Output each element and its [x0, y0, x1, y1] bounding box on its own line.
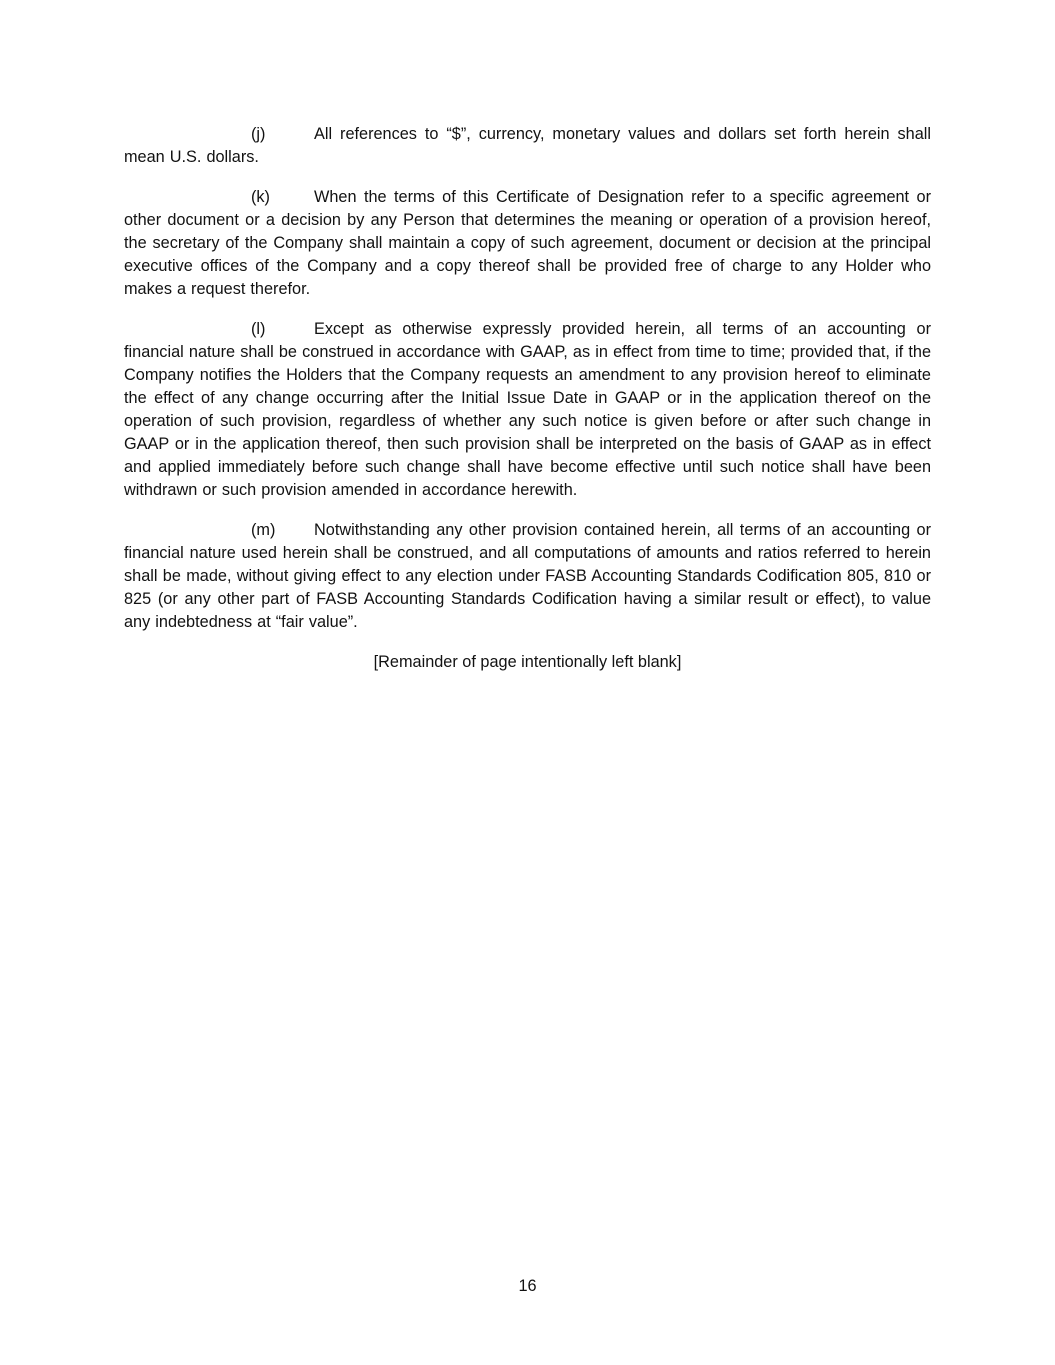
paragraph-m-text: Notwithstanding any other provision contained herein, all terms of an accounting or financial nature used herein shall be construed, and all computations of amounts and ratios referred to herein shall be made, without giving effect to any election under FASB Accounting Standards Codification 805, 810 or 825 (or any other part of FASB Accounting Standards Codification having a similar result or effect), to value any indebtedness at “fair value”.	[124, 521, 931, 631]
page-number: 16	[518, 1277, 537, 1295]
remainder-of-page-note: [Remainder of page intentionally left blank]	[373, 653, 682, 671]
paragraph-m-label: (m)	[251, 521, 276, 539]
document-body	[124, 123, 931, 674]
paragraph-k-label: (k)	[251, 188, 270, 206]
paragraph-k	[124, 186, 931, 301]
paragraph-k-text: When the terms of this Certificate of Designation refer to a specific agreement or other document or a decision by any Person that determines the meaning or operation of a provision hereof, the secretary of the Company shall maintain a copy of such agreement, document or decision at the principal executive offices of the Company and a copy thereof shall be provided free of charge to any Holder who makes a request therefor.	[124, 188, 931, 298]
paragraph-l	[124, 318, 931, 502]
paragraph-j-text: All references to “$”, currency, monetary values and dollars set forth herein shall mean U.S. dollars.	[124, 125, 931, 166]
paragraph-j	[124, 123, 931, 169]
paragraph-j-label: (j)	[251, 125, 266, 143]
paragraph-l-label: (l)	[251, 320, 266, 338]
paragraph-m	[124, 519, 931, 634]
paragraph-l-text: Except as otherwise expressly provided herein, all terms of an accounting or financial nature shall be construed in accordance with GAAP, as in effect from time to time; provided that, if the Company notifies the Holders that the Company requests an amendment to any provision hereof to eliminate the effect of any change occurring after the Initial Issue Date in GAAP or in the application thereof on the operation of such provision, regardless of whether any such notice is given before or after such change in GAAP or in the application thereof, then such provision shall be interpreted on the basis of GAAP as in effect and applied immediately before such change shall have become effective until such notice shall have been withdrawn or such provision amended in accordance herewith.	[124, 320, 931, 499]
